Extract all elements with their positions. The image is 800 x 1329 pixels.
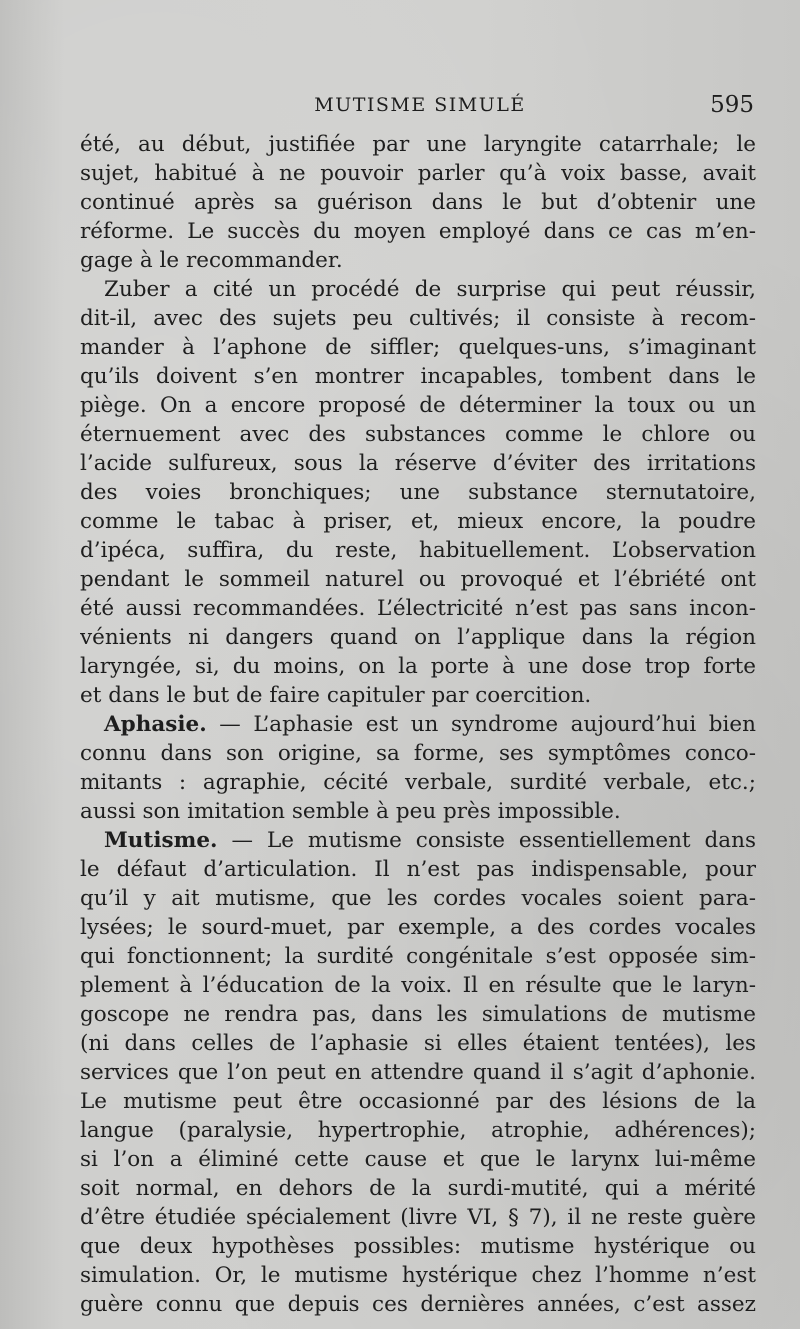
line-text: mander à l’aphone de siffler; quelques-uns, s’imaginant bbox=[80, 335, 756, 360]
text-line bbox=[80, 855, 756, 884]
running-title: MUTISME SIMULÉ bbox=[314, 94, 526, 116]
text-line bbox=[80, 1145, 756, 1174]
text-line bbox=[80, 797, 756, 826]
text-line bbox=[80, 971, 756, 1000]
text-line bbox=[80, 623, 756, 652]
page-number: 595 bbox=[710, 92, 754, 118]
text-line bbox=[80, 826, 756, 855]
line-text: plement à l’éducation de la voix. Il en résulte que le laryn- bbox=[80, 973, 756, 998]
text-line bbox=[80, 536, 756, 565]
text-line bbox=[80, 1290, 756, 1319]
section-heading: Mutisme. bbox=[104, 828, 218, 853]
text-line bbox=[80, 1261, 756, 1290]
line-text: que deux hypothèses possibles: mutisme hystérique ou bbox=[80, 1234, 756, 1259]
text-line bbox=[80, 1058, 756, 1087]
line-text: continué après sa guérison dans le but d’obtenir une bbox=[80, 190, 756, 215]
line-text: — Le mutisme consiste essentiellement dans bbox=[217, 828, 756, 853]
text-line bbox=[80, 652, 756, 681]
text-line bbox=[80, 507, 756, 536]
line-text: l’acide sulfureux, sous la réserve d’éviter des irritations bbox=[80, 451, 756, 476]
text-line bbox=[80, 188, 756, 217]
line-text: soit normal, en dehors de la surdi-mutité, qui a mérité bbox=[80, 1176, 756, 1201]
line-text: dit-il, avec des sujets peu cultivés; il consiste à recom- bbox=[80, 306, 756, 331]
text-line bbox=[80, 1203, 756, 1232]
line-text: goscope ne rendra pas, dans les simulations de mutisme bbox=[80, 1002, 756, 1027]
text-line bbox=[80, 478, 756, 507]
line-text: pendant le sommeil naturel ou provoqué et l’ébriété ont bbox=[80, 567, 756, 592]
text-line bbox=[80, 913, 756, 942]
text-line bbox=[80, 739, 756, 768]
text-line bbox=[80, 1174, 756, 1203]
line-text: réforme. Le succès du moyen employé dans ce cas m’en- bbox=[80, 219, 756, 244]
text-line bbox=[80, 565, 756, 594]
line-text: laryngée, si, du moins, on la porte à une dose trop forte bbox=[80, 654, 756, 679]
line-text: d’être étudiée spécialement (livre VI, § 7), il ne reste guère bbox=[80, 1205, 756, 1230]
text-line bbox=[80, 275, 756, 304]
body-text bbox=[80, 130, 756, 1319]
line-text: mitants : agraphie, cécité verbale, surdité verbale, etc.; bbox=[80, 770, 756, 795]
text-line bbox=[80, 391, 756, 420]
line-text: gage à le recommander. bbox=[80, 248, 343, 273]
line-text: qui fonctionnent; la surdité congénitale s’est opposée sim- bbox=[80, 944, 756, 969]
line-text: si l’on a éliminé cette cause et que le larynx lui-même bbox=[80, 1147, 756, 1172]
text-line bbox=[80, 217, 756, 246]
text-line bbox=[80, 304, 756, 333]
running-head bbox=[80, 92, 760, 122]
line-text: d’ipéca, suffira, du reste, habituellement. L’observation bbox=[80, 538, 756, 563]
line-text: qu’il y ait mutisme, que les cordes vocales soient para- bbox=[80, 886, 756, 911]
line-text: aussi son imitation semble à peu près impossible. bbox=[80, 799, 621, 824]
line-text: lysées; le sourd-muet, par exemple, a des cordes vocales bbox=[80, 915, 756, 940]
line-text: comme le tabac à priser, et, mieux encore, la poudre bbox=[80, 509, 756, 534]
line-text: langue (paralysie, hypertrophie, atrophie, adhérences); bbox=[80, 1118, 756, 1143]
line-text: qu’ils doivent s’en montrer incapables, tombent dans le bbox=[80, 364, 756, 389]
line-text: été aussi recommandées. L’électricité n’est pas sans incon- bbox=[80, 596, 756, 621]
text-line bbox=[80, 884, 756, 913]
text-line bbox=[80, 710, 756, 739]
line-text: simulation. Or, le mutisme hystérique chez l’homme n’est bbox=[80, 1263, 756, 1288]
line-text: le défaut d’articulation. Il n’est pas indispensable, pour bbox=[80, 857, 756, 882]
line-text: Zuber a cité un procédé de surprise qui peut réussir, bbox=[104, 277, 756, 302]
line-text: Le mutisme peut être occasionné par des lésions de la bbox=[80, 1089, 756, 1114]
line-text: services que l’on peut en attendre quand il s’agit d’aphonie. bbox=[80, 1060, 756, 1085]
text-line bbox=[80, 420, 756, 449]
line-text: (ni dans celles de l’aphasie si elles étaient tentées), les bbox=[80, 1031, 756, 1056]
line-text: éternuement avec des substances comme le chlore ou bbox=[80, 422, 756, 447]
text-line bbox=[80, 1029, 756, 1058]
text-line bbox=[80, 1232, 756, 1261]
text-line bbox=[80, 768, 756, 797]
text-line bbox=[80, 942, 756, 971]
line-text: — L’aphasie est un syndrome aujourd’hui bien bbox=[206, 712, 756, 737]
text-line bbox=[80, 681, 756, 710]
text-line bbox=[80, 1000, 756, 1029]
text-line bbox=[80, 594, 756, 623]
text-line bbox=[80, 1087, 756, 1116]
line-text: été, au début, justifiée par une laryngite catarrhale; le bbox=[80, 132, 756, 157]
line-text: et dans le but de faire capituler par coercition. bbox=[80, 683, 592, 708]
text-line bbox=[80, 246, 756, 275]
line-text: guère connu que depuis ces dernières années, c’est assez bbox=[80, 1292, 756, 1317]
line-text: sujet, habitué à ne pouvoir parler qu’à voix basse, avait bbox=[80, 161, 756, 186]
text-line bbox=[80, 333, 756, 362]
text-line bbox=[80, 159, 756, 188]
text-line bbox=[80, 362, 756, 391]
text-line bbox=[80, 130, 756, 159]
line-text: connu dans son origine, sa forme, ses symptômes conco- bbox=[80, 741, 756, 766]
text-line bbox=[80, 449, 756, 478]
text-line bbox=[80, 1116, 756, 1145]
line-text: piège. On a encore proposé de déterminer la toux ou un bbox=[80, 393, 756, 418]
line-text: des voies bronchiques; une substance sternutatoire, bbox=[80, 480, 756, 505]
line-text: vénients ni dangers quand on l’applique dans la région bbox=[80, 625, 756, 650]
section-heading: Aphasie. bbox=[104, 712, 207, 737]
